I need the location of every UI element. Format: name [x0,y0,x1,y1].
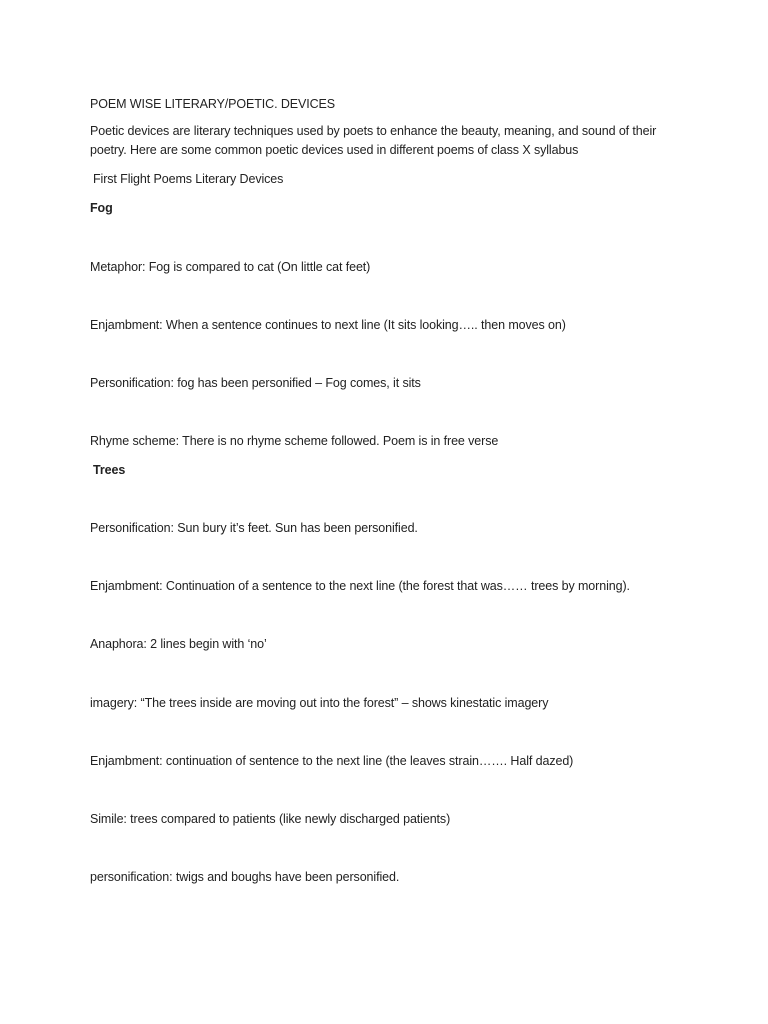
trees-item-simile: Simile: trees compared to patients (like newly discharged patients) [90,812,451,826]
document-subtitle: First Flight Poems Literary Devices [93,172,284,186]
trees-item-personification-2: personification: twigs and boughs have been personified. [90,870,400,884]
trees-item-imagery: imagery: “The trees inside are moving out into the forest” – shows kinestatic imagery [90,696,549,710]
document-title: POEM WISE LITERARY/POETIC. DEVICES [90,97,336,111]
trees-item-enjambment-2: Enjambment: continuation of sentence to the next line (the leaves strain……. Half dazed) [90,754,574,768]
trees-item-anaphora: Anaphora: 2 lines begin with ‘no’ [90,637,267,651]
fog-item-metaphor: Metaphor: Fog is compared to cat (On little cat feet) [90,260,371,274]
fog-item-personification: Personification: fog has been personified – Fog comes, it sits [90,376,421,390]
fog-item-enjambment: Enjambment: When a sentence continues to next line (It sits looking….. then moves on) [90,318,566,332]
section-heading-trees: Trees [93,463,126,477]
section-heading-fog: Fog [90,201,113,215]
trees-item-enjambment: Enjambment: Continuation of a sentence to the next line (the forest that was…… trees by morning). [90,579,630,593]
trees-item-personification: Personification: Sun bury it’s feet. Sun has been personified. [90,521,418,535]
fog-item-rhyme-scheme: Rhyme scheme: There is no rhyme scheme followed. Poem is in free verse [90,434,499,448]
intro-paragraph: Poetic devices are literary techniques used by poets to enhance the beauty, meaning, and sound of their poetry. Here are some common poetic devices used in different poems of class X syllabus [90,124,657,157]
